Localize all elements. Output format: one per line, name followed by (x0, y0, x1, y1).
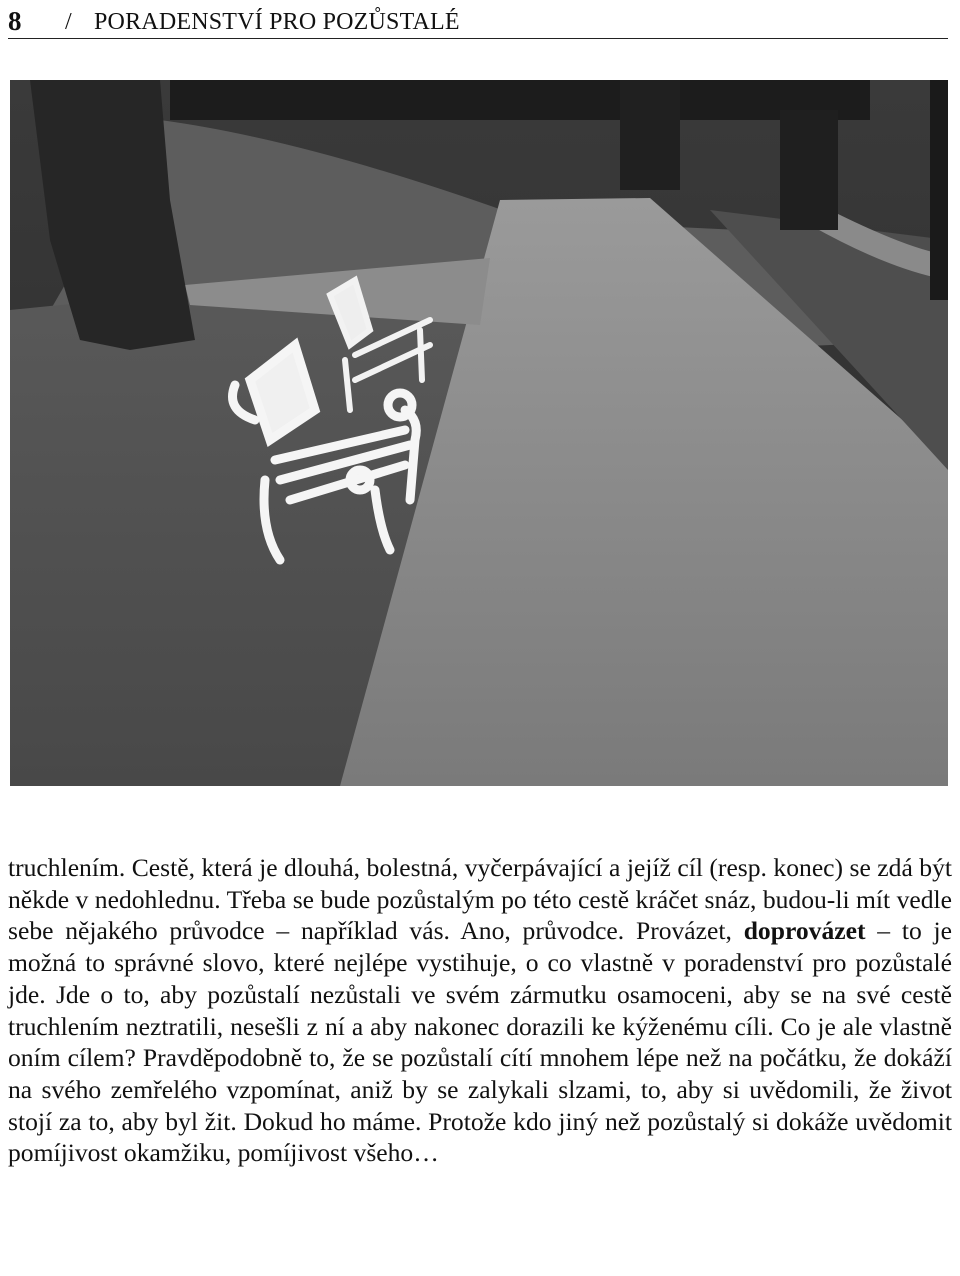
page-number: 8 (8, 6, 22, 36)
park-bench-photo (10, 80, 948, 786)
running-header (8, 4, 948, 39)
body-paragraph (8, 852, 952, 1169)
park-bench-illustration (10, 80, 948, 786)
running-title: PORADENSTVÍ PRO POZŮSTALÉ (94, 9, 460, 35)
header-separator: / (65, 9, 72, 35)
body-text-part1: truchlením. Cestě, která je dlouhá, bolestná, vyčerpávající a jejíž cíl (resp. konec) se zdá být někde v nedohlednu. Třeba se bude pozůstalým po této cestě kráčet snáz, budou-li mít vedle sebe nějakého průvodce – například vás. Ano, průvodce. Provázet, (8, 853, 952, 946)
body-text-part2: – to je možná to správné slovo, které nejlépe vystihuje, o co vlastně v poradenství pro pozůstalé jde. Jde o to, aby pozůstalí nezůstali ve svém zármutku osamoceni, aby se na své cestě truchlením neztratili, nesešli z ní a aby nakonec dorazili ke kýženému cíli. Co je ale vlastně oním cílem? Pravděpodobně to, že se pozůstalí cítí mnohem lépe než na počátku, že dokáží na svého zemřelého vzpomínat, aniž by se zalykali slzami, to, aby si uvědomili, že život stojí za to, aby byl žit. Dokud ho máme. Protože kdo jiný než pozůstalý si dokáže uvědomit pomíjivost okamžiku, pomíjivost všeho… (8, 916, 952, 1168)
emphasized-word: doprovázet (743, 916, 866, 946)
